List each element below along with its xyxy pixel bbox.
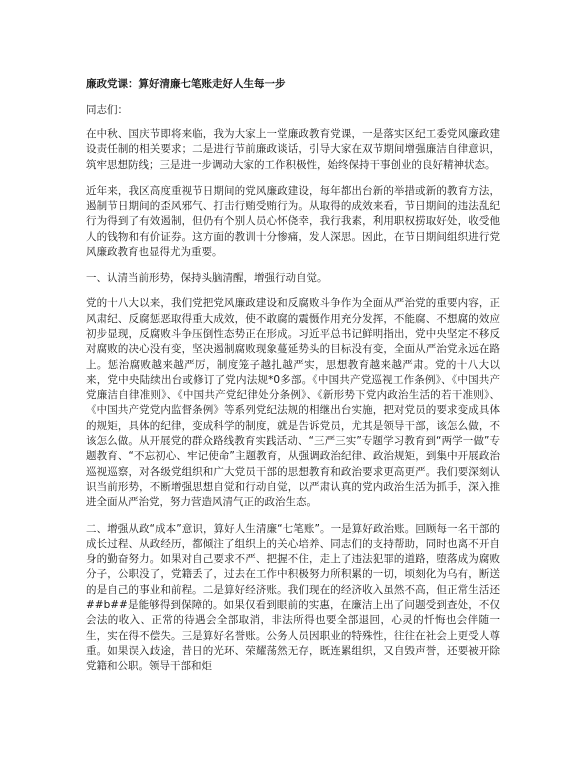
section-2-body: 二、增强从政“成本”意识，算好人生清廉“七笔账”。一是算好政治账。回顾每一名干部的成长过程、从政经历，都倾注了组织上的关心培养、同志们的支持帮助，同时也离不开自身的勤奋努力。如果对自己要求不严、把握不住，走上了违法犯罪的道路，堕落成为腐败分子，公职没了，党籍丢了，过去在工作中积极努力所积累的一切，顷刻化为乌有，断送的是自己的事业和前程。二是算好经济账。我们现在的经济收入虽然不高，但正常生活还##b##是能够得到保障的。如果仅看到眼前的实惠，在廉洁上出了问题受到查处，不仅会法的收入、正常的待遇会全部取消，非法所得也要全部退回，心灵的忏悔也会伴随一生，实在得不偿失。三是算好名誉账。公务人员因职业的特殊性，往往在社会上更受人尊重。如果误入歧途，昔日的光环、荣耀荡然无存，既连累组织，又自毁声誉，还要被开除党籍和公职。领导干部和炬 — [86, 522, 500, 673]
section-1-body: 党的十八大以来，我们党把党风廉政建设和反腐败斗争作为全面从严治党的重要内容，正风肃纪、反腐惩恶取得重大成效，使不敢腐的震慑作用充分发挥，不能腐、不想腐的效应初步显现，反腐败斗争压倒性态势正在形成。习近平总书记鲜明指出，党中央坚定不移反对腐败的决心没有变，坚决遏制腐败现象蔓延势头的目标没有变，全面从严治党永远在路上。惩治腐败越来越严厉，制度笼子越扎越严实，思想教育越来越严肃。党的十八大以来，党中央陆续出台或修订了党内法规*0多部。《中国共产党巡视工作条例》、《中国共产党廉洁自律准则》、《中国共产党纪律处分条例》、《新形势下党内政治生活的若干准则》、《中国共产党党内监督条例》等系列党纪法规的相继出台实施，把对党员的要求变成具体的规矩，具体的纪律，变成科学的制度，就是告诉党员，尤其是领导干部，该怎么做，不该怎么做。从开展党的群众路线教育实践活动、“三严三实”专题学习教育到“两学一做”专题教育、“不忘初心、牢记使命”主题教育，从强调政治纪律、政治规矩，到集中开展政治巡视巡察，对各级党组织和广大党员干部的思想教育和政治要求更高更严。我们要深刻认识当前形势，不断增强思想自觉和行动自觉，以严肃认真的党内政治生活为抓手，深入推进全面从严治党，努力营造风清气正的政治生态。 — [86, 297, 500, 509]
paragraph-background: 近年来，我区高度重视节日期间的党风廉政建设，每年都出台新的举措或新的教育方法，遏制节日期间的歪风邪气、打击行贿受贿行为。从取得的成效来看，节日期间的违法乱纪行为得到了有效遏制，但仍有个别人员心怀侥幸，我行我素，利用职权捞取好处，收受他人的钱物和有价证券。这方面的教训十分惨痛，发人深思。因此，在节日期间组织进行党风廉政教育也显得尤为重要。 — [86, 184, 500, 259]
section-1-heading: 一、认清当前形势，保持头脑清醒，增强行动自觉。 — [86, 272, 328, 285]
paragraph-intro: 在中秋、国庆节即将来临，我为大家上一堂廉政教育党课，一是落实区纪工委党风廉政建设责任制的相关要求；二是进行节前廉政谈话，引导大家在双节期间增强廉洁自律意识，筑牢思想防线；三是进一步调动大家的工作积极性，始终保持干事创业的良好精神状态。 — [86, 128, 500, 171]
salutation: 同志们： — [86, 104, 128, 116]
document-title: 廉政党课：算好清廉七笔账走好人生每一步 — [86, 78, 286, 90]
